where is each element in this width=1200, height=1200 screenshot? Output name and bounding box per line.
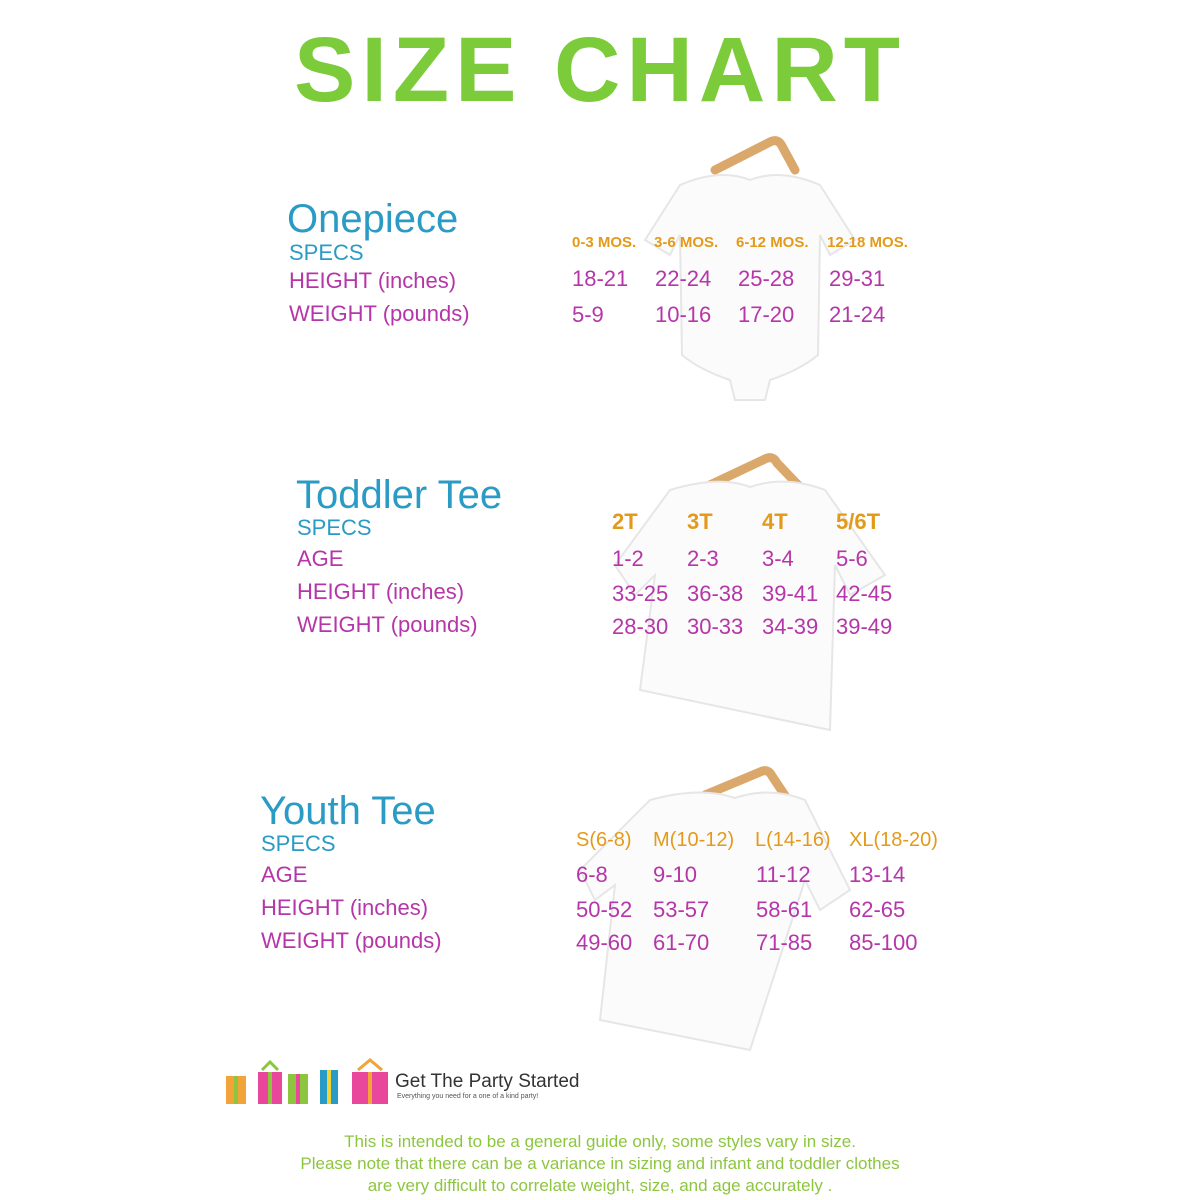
- onepiece-title: Onepiece: [287, 197, 459, 241]
- youth-tee-size-header: XL(18-20): [849, 829, 938, 851]
- toddler-tee-value: 2-3: [687, 546, 719, 571]
- toddler-tee-weight-label: WEIGHT (pounds): [297, 612, 478, 637]
- onepiece-value: 10-16: [655, 302, 712, 327]
- brand-name: Get The Party Started: [395, 1071, 580, 1092]
- toddler-tee-value: 5-6: [836, 546, 868, 571]
- toddler-tee-value: 34-39: [762, 614, 819, 639]
- disclaimer-line: are very difficult to correlate weight, size, and age accurately .: [367, 1176, 833, 1195]
- onepiece-weight-label: WEIGHT (pounds): [289, 301, 470, 326]
- onepiece-value: 17-20: [738, 302, 795, 327]
- toddler-tee-age-label: AGE: [297, 546, 344, 571]
- youth-tee-value: 50-52: [576, 897, 633, 922]
- toddler-tee-size-header: 5/6T: [836, 509, 881, 534]
- toddler-tee-value: 1-2: [612, 546, 644, 571]
- onepiece-value: 29-31: [829, 266, 886, 291]
- toddler-tee-title: Toddler Tee: [296, 473, 503, 517]
- youth-tee-value: 6-8: [576, 862, 608, 887]
- toddler-tee-value: 28-30: [612, 614, 669, 639]
- toddler-tee-value: 39-41: [762, 581, 819, 606]
- youth-tee-value: 49-60: [576, 930, 633, 955]
- youth-tee-size-header: M(10-12): [653, 829, 735, 851]
- onepiece-size-header: 0-3 MOS.: [572, 234, 637, 251]
- toddler-tee-value: 30-33: [687, 614, 744, 639]
- onepiece-value: 18-21: [572, 266, 629, 291]
- onepiece-value: 25-28: [738, 266, 795, 291]
- onepiece-value: 5-9: [572, 302, 604, 327]
- toddler-tee-size-header: 2T: [612, 509, 638, 534]
- disclaimer-line: Please note that there can be a variance in sizing and infant and toddler clothes: [300, 1154, 900, 1173]
- gift-boxes-logo-icon: [222, 1058, 392, 1108]
- youth-tee-age-label: AGE: [261, 862, 308, 887]
- toddler-tee-size-header: 4T: [762, 509, 788, 534]
- youth-tee-specs-label: SPECS: [261, 831, 336, 856]
- onepiece-height-label: HEIGHT (inches): [289, 268, 457, 293]
- youth-tee-value: 53-57: [653, 897, 710, 922]
- youth-tee-size-header: L(14-16): [755, 829, 831, 851]
- brand-tagline: Everything you need for a one of a kind party!: [397, 1093, 539, 1100]
- onepiece-size-header: 3-6 MOS.: [654, 234, 719, 251]
- toddler-tee-height-label: HEIGHT (inches): [297, 579, 465, 604]
- toddler-tee-size-header: 3T: [687, 509, 713, 534]
- onepiece-specs-label: SPECS: [289, 240, 364, 265]
- youth-tee-title: Youth Tee: [260, 789, 436, 833]
- toddler-tee-value: 42-45: [836, 581, 893, 606]
- toddler-tee-value: 39-49: [836, 614, 893, 639]
- youth-tee-value: 13-14: [849, 862, 906, 887]
- toddler-tee-value: 3-4: [762, 546, 794, 571]
- hanger-icon: [715, 141, 795, 170]
- size-chart-title: SIZE CHART: [294, 19, 906, 121]
- onepiece-value: 21-24: [829, 302, 886, 327]
- youth-tee-height-label: HEIGHT (inches): [261, 895, 429, 920]
- youth-tee-value: 11-12: [756, 862, 811, 887]
- disclaimer-line: This is intended to be a general guide only, some styles vary in size.: [344, 1132, 856, 1151]
- youth-tee-value: 85-100: [849, 930, 918, 955]
- toddler-tee-specs-label: SPECS: [297, 515, 372, 540]
- onepiece-value: 22-24: [655, 266, 712, 291]
- onepiece-size-header: 6-12 MOS.: [736, 234, 809, 251]
- youth-tee-value: 71-85: [756, 930, 813, 955]
- youth-tee-value: 9-10: [653, 862, 698, 887]
- youth-tee-weight-label: WEIGHT (pounds): [261, 928, 442, 953]
- toddler-tee-value: 33-25: [612, 581, 669, 606]
- youth-tee-value: 62-65: [849, 897, 906, 922]
- youth-tee-value: 58-61: [756, 897, 813, 922]
- youth-tee-value: 61-70: [653, 930, 710, 955]
- onepiece-size-header: 12-18 MOS.: [827, 234, 908, 251]
- toddler-tee-value: 36-38: [687, 581, 744, 606]
- youth-tee-size-header: S(6-8): [576, 829, 632, 851]
